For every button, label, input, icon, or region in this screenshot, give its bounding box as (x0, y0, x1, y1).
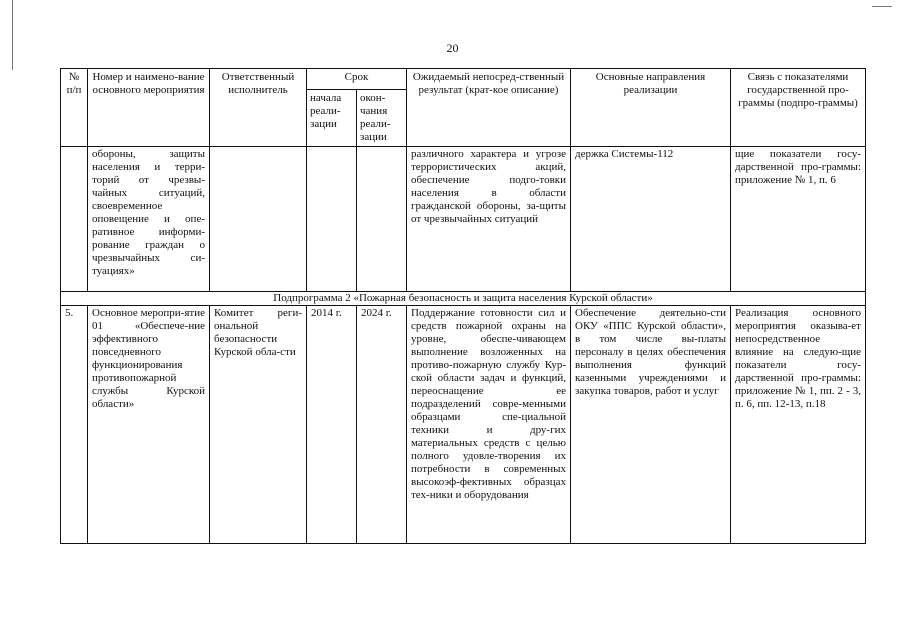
cell-start (307, 147, 357, 292)
measures-table (60, 68, 866, 544)
cell-num (61, 147, 88, 292)
cell-end: 2024 г. (357, 306, 407, 544)
header-responsible: Ответственный исполнитель (210, 69, 307, 147)
cell-num: 5. (61, 306, 88, 544)
page-number: 20 (446, 41, 459, 55)
header-num: № п/п (61, 69, 88, 147)
cell-link: Реализация основного мероприятия оказыва-ет непосредственное влияние на следую-щие показатели госу-дарственной про-граммы: приложение № 1, пп. 2 - 3, п. 6, пп. 12-13, п.18 (731, 306, 866, 544)
cell-result: различного характера и угрозе террористических акций, обеспечение подго-товки населения в области гражданской обороны, за-щиты от чрезвычайных ситуаций (407, 147, 571, 292)
scan-edge-mark (12, 0, 13, 70)
scan-corner-mark (872, 6, 892, 7)
header-link: Связь с показателями государственной про-граммы (подпро-граммы) (731, 69, 866, 147)
cell-link: щие показатели госу-дарственной про-граммы: приложение № 1, п. 6 (731, 147, 866, 292)
table-row (61, 306, 866, 544)
cell-name: Основное меропри-ятие 01 «Обеспече-ние эффективного повседневного функционирования противопожарной службы Курской области» (88, 306, 210, 544)
cell-responsible: Комитет реги-ональной безопасности Курской обла-сти (210, 306, 307, 544)
header-term-end: окон-чания реали-зации (357, 90, 407, 147)
cell-result: Поддержание готовности сил и средств пожарной охраны на уровне, обеспе-чивающем выполнение возложенных на противо-пожарную службу Кур-ской области задач и функций, переоснащение ее подразделений совре-менными образцами спе-циальной техники и дру-гих материальных средств с целью полного удовле-творения их потребности в современных высокоэф-фективных образцах тех-ники и оборудования (407, 306, 571, 544)
table-header-row (61, 69, 866, 90)
cell-directions: держка Системы-112 (571, 147, 731, 292)
table-row (61, 147, 866, 292)
header-directions: Основные направления реализации (571, 69, 731, 147)
cell-start: 2014 г. (307, 306, 357, 544)
header-name: Номер и наимено-вание основного мероприятия (88, 69, 210, 147)
cell-end (357, 147, 407, 292)
cell-name: обороны, защиты населения и терри-торий от чрезвы-чайных ситуаций, своевременное оповещение и опе-ративное информи-рование граждан о чрезвычайных си-туациях» (88, 147, 210, 292)
header-term-start: начала реали-зации (307, 90, 357, 147)
cell-directions: Обеспечение деятельно-сти ОКУ «ППС Курской области», в том числе вы-платы персоналу в целях обеспечения выполнения функций казенными учреждениями и закупка товаров, работ и услуг (571, 306, 731, 544)
subprogram-row (61, 292, 866, 306)
cell-responsible (210, 147, 307, 292)
subprogram-title: Подпрограмма 2 «Пожарная безопасность и защита населения Курской области» (61, 292, 866, 306)
header-term: Срок (307, 69, 407, 90)
header-result: Ожидаемый непосред-ственный результат (крат-кое описание) (407, 69, 571, 147)
